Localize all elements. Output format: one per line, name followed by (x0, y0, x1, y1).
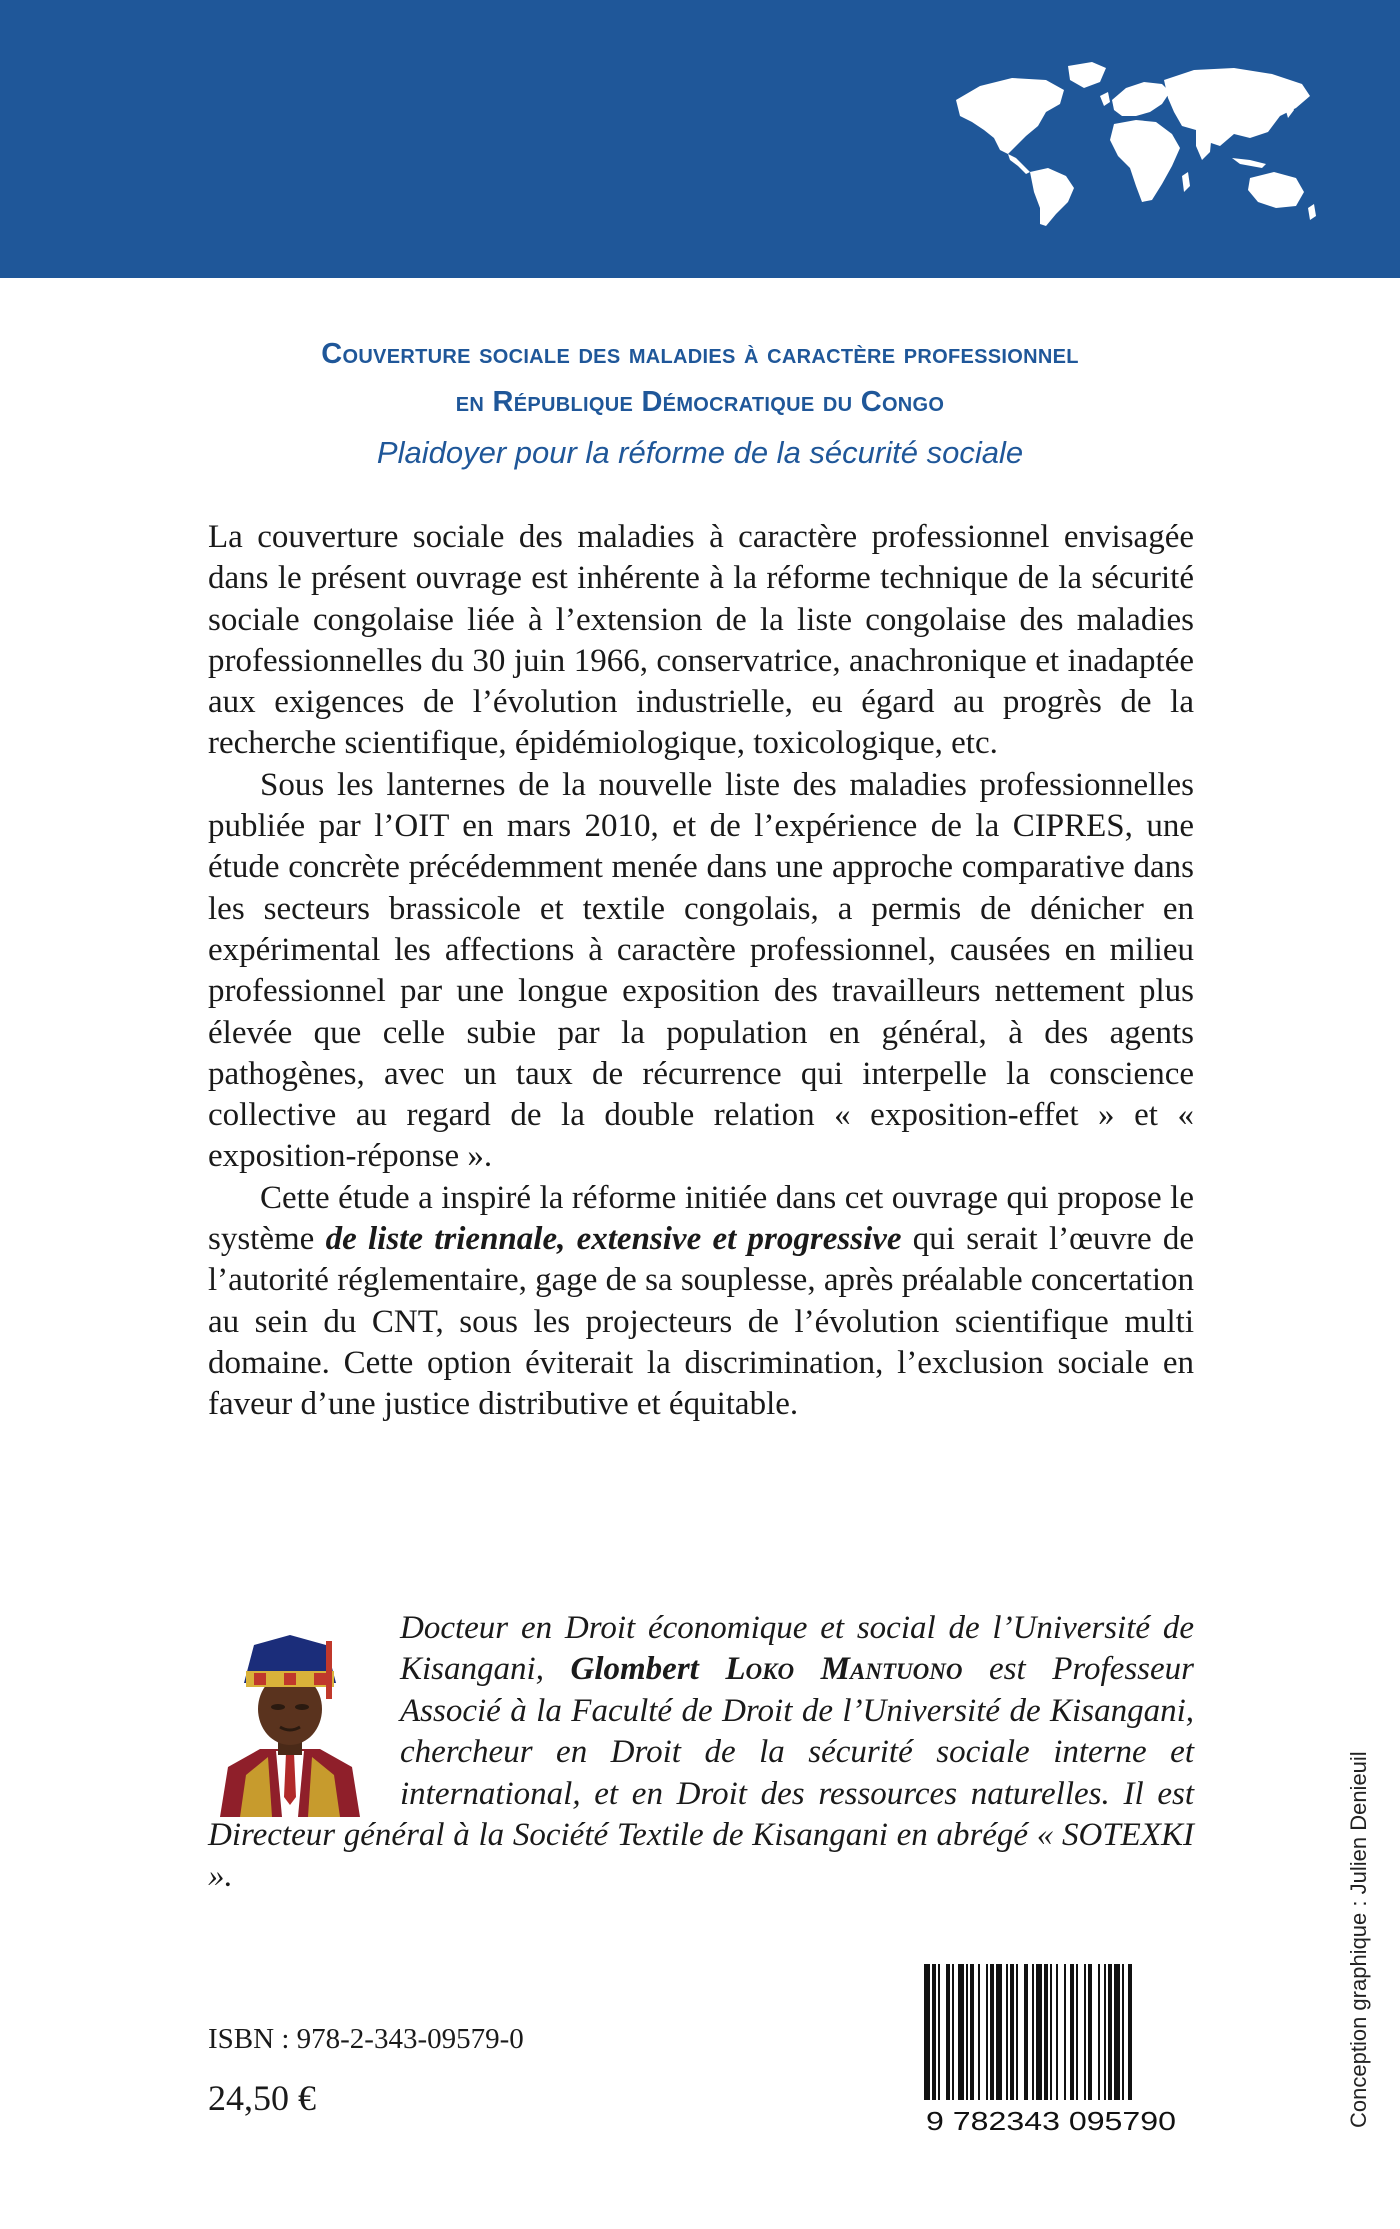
author-bio (208, 1608, 1194, 1898)
barcode-bar (958, 1964, 964, 2100)
barcode-bar (1114, 1964, 1120, 2100)
isbn: ISBN : 978-2-343-09579-0 (208, 2023, 524, 2055)
barcode-bar (938, 1964, 940, 2100)
barcode-bar (1016, 1964, 1018, 2100)
photo-spacer (208, 1608, 400, 1813)
author-name (571, 1651, 963, 1687)
synopsis-paragraph-3 (208, 1178, 1194, 1426)
barcode-bar (1104, 1964, 1106, 2100)
barcode-bar (990, 1964, 994, 2100)
barcode-bar (978, 1964, 980, 2100)
barcode-bar (1070, 1964, 1074, 2100)
title-block (100, 330, 1300, 478)
barcode-bar (966, 1964, 968, 2100)
barcode-bar (996, 1964, 1002, 2100)
barcode-bar (1006, 1964, 1008, 2100)
barcode-bar (1032, 1964, 1034, 2100)
barcode-bar (1122, 1964, 1124, 2100)
synopsis-paragraph-2: Sous les lanternes de la nouvelle liste des maladies professionnelles publiée par l’OIT en mars 2010, et de l’expérience de la CIPRES, une étude concrète précédemment menée dans une approche comparative dans les secteurs brassicole et textile congolais, a permis de dénicher en expérimental les affections à caractère professionnel, causées en milieu professionnel par une longue exposition des travailleurs nettement plus élevée que celle subie par la population en général, à des agents pathogènes, avec un taux de récurrence qui interpelle la conscience collective au regard de la double relation « exposition-effet » et « exposition-réponse ». (208, 766, 1194, 1175)
barcode-bar (1056, 1964, 1058, 2100)
barcode-bar (932, 1964, 936, 2100)
bio-body: est Professeur Associé à la Faculté de Droit de l’Université de Kisangani, chercheur en Droit de la sécurité sociale interne et international, et en Droit des ressources naturelles. Il est Directeur général à la Société Textile de Kisangani en abrégé « SOTEXKI ». (208, 1651, 1194, 1895)
barcode-bar (1084, 1964, 1086, 2100)
synopsis-paragraph-1: La couverture sociale des maladies à caractère professionnel envisagée dans le présent ouvrage est inhérente à la réforme technique de la sécurité sociale congolaise liée à l’extension de la liste congolaise des maladies professionnelles du 30 juin 1966, conservatrice, anachronique et inadaptée aux exigences de l’évolution industrielle, eu égard au progrès de la recherche scientifique, épidémiologique, toxicologique, etc. (208, 519, 1194, 762)
author-last-name: Mantuono (820, 1651, 963, 1688)
barcode-bar (924, 1964, 930, 2100)
barcode-bar (1128, 1964, 1132, 2100)
barcode-bar (1036, 1964, 1042, 2100)
barcode-bar (1050, 1964, 1052, 2100)
header-band (0, 0, 1400, 278)
barcode-bar (1088, 1964, 1092, 2100)
barcode-bar (1024, 1964, 1028, 2100)
synopsis (208, 517, 1194, 1426)
author-first-name: Glombert (570, 1651, 699, 1688)
synopsis-p3-start: Cette étude a inspiré la réforme initiée dans cet ouvrage qui propose le système (208, 1179, 1194, 1258)
synopsis-p3-end: qui serait l’œuvre de l’autorité réglementaire, gage de sa souplesse, après préalable concertation au sein du CNT, sous les projecteurs de l’évolution scientifique multi domaine. Cette option éviterait la discrimination, l’exclusion sociale en faveur d’une justice distributive et équitable. (208, 1221, 1194, 1423)
barcode-bar (986, 1964, 988, 2100)
book-title-line-1: Couverture sociale des maladies à caractère professionnel (321, 338, 1079, 370)
author-middle-name: Loko (725, 1651, 795, 1688)
barcode-digits: 9 782343 095790 (926, 2106, 1176, 2136)
barcode-bar (1098, 1964, 1100, 2100)
book-subtitle: Plaidoyer pour la réforme de la sécurité sociale (376, 435, 1024, 470)
barcode-bar (1044, 1964, 1048, 2100)
barcode-bar (1010, 1964, 1014, 2100)
barcode (918, 1958, 1184, 2138)
book-title-line-2: en République Démocratique du Congo (455, 386, 945, 418)
barcode-bar (970, 1964, 974, 2100)
world-map-icon (950, 60, 1320, 230)
price: 24,50 € (208, 2078, 316, 2118)
barcode-bar (1108, 1964, 1112, 2100)
barcode-bar (1076, 1964, 1078, 2100)
synopsis-emphasis: de liste triennale, extensive et progressive (325, 1221, 902, 1258)
barcode-bar (946, 1964, 950, 2100)
barcode-bar (952, 1964, 954, 2100)
design-credit: Conception graphique : Julien Denieuil (1346, 1751, 1371, 2128)
bio-intro: Docteur en Droit économique et social de l’Université de Kisangani, (400, 1610, 1194, 1688)
barcode-bar (1064, 1964, 1066, 2100)
